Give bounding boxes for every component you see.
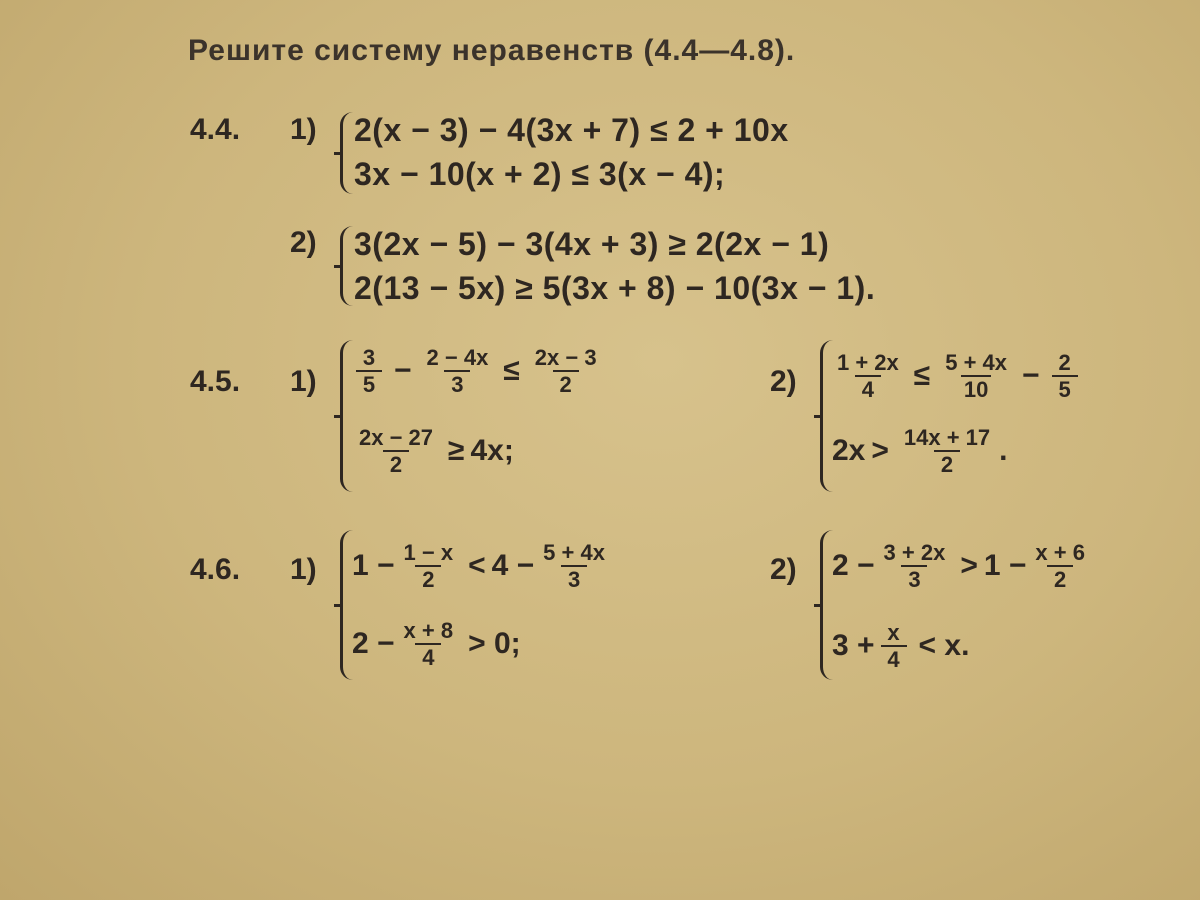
problem-4-6-part-1-label: 1) <box>290 553 317 586</box>
problem-4-5-part-2-label: 2) <box>770 365 797 398</box>
inequality-line: 2x > $\frac{14x + 17}{2}$ . <box>832 425 1008 478</box>
system-brace <box>340 226 353 306</box>
inequality-line: 2 − $\frac{x + 8}{4}$ > 0; <box>352 618 521 671</box>
inequality-line: 3(2x − 5) − 3(4x + 3) ≥ 2(2x − 1) <box>354 226 830 262</box>
inequality-line: 2(x − 3) − 4(3x + 7) ≤ 2 + 10x <box>354 112 789 148</box>
problem-number-4-4: 4.4. <box>190 113 241 146</box>
system-brace <box>340 112 353 194</box>
inequality-line: 2(13 − 5x) ≥ 5(3x + 8) − 10(3x − 1). <box>354 270 876 306</box>
problem-number-4-5: 4.5. <box>190 365 241 398</box>
page-heading: Решите систему неравенств (4.4—4.8). <box>188 34 796 67</box>
problem-4-5-part-1-label: 1) <box>290 365 317 398</box>
fraction: $\frac{5 + 4x}{3}$ <box>543 540 605 593</box>
fraction: $\frac{x + 8}{4}$ <box>403 618 454 671</box>
fraction: $\frac{3 + 2x}{3}$ <box>883 540 946 593</box>
fraction: $\frac{1 - x}{2}$ <box>403 540 454 593</box>
problem-4-4-part-2-label: 2) <box>290 226 317 259</box>
fraction: $\frac{2x - 27}{2}$ <box>359 425 434 478</box>
inequality-line: $\frac{2x - 27}{2}$ ≥ 4x; <box>350 425 514 478</box>
inequality-line: $\frac{1 + 2x}{4}$ ≤ $\frac{5 + 4x}{10}$ − $\frac{2}{5}$ <box>828 350 1084 403</box>
problem-number-4-6: 4.6. <box>190 553 241 586</box>
fraction: $\frac{14x + 17}{2}$ <box>903 425 991 478</box>
problem-4-4-part-1-label: 1) <box>290 113 317 146</box>
inequality-line: $\frac{3}{5}$ − $\frac{2 - 4x}{3}$ ≤ $\frac{2x - 3}{2}$ <box>350 345 606 398</box>
fraction: $\frac{1 + 2x}{4}$ <box>837 350 899 403</box>
fraction: $\frac{3}{5}$ <box>356 345 382 398</box>
fraction: $\frac{2}{5}$ <box>1052 350 1078 403</box>
problem-4-6-part-2-label: 2) <box>770 553 797 586</box>
inequality-line: 3 + $\frac{x}{4}$ < x. <box>832 620 970 673</box>
fraction: $\frac{x}{4}$ <box>881 620 907 673</box>
inequality-line: 3x − 10(x + 2) ≤ 3(x − 4); <box>354 156 726 192</box>
inequality-line: 1 − $\frac{1 - x}{2}$ < 4 − $\frac{5 + 4x}{3}$ <box>352 540 614 593</box>
fraction: $\frac{2 - 4x}{3}$ <box>426 345 489 398</box>
fraction: $\frac{5 + 4x}{10}$ <box>945 350 1008 403</box>
inequality-line: 2 − $\frac{3 + 2x}{3}$ > 1 − $\frac{x + 6}{2}$ <box>832 540 1094 593</box>
fraction: $\frac{2x - 3}{2}$ <box>534 345 597 398</box>
fraction: $\frac{x + 6}{2}$ <box>1035 540 1085 593</box>
